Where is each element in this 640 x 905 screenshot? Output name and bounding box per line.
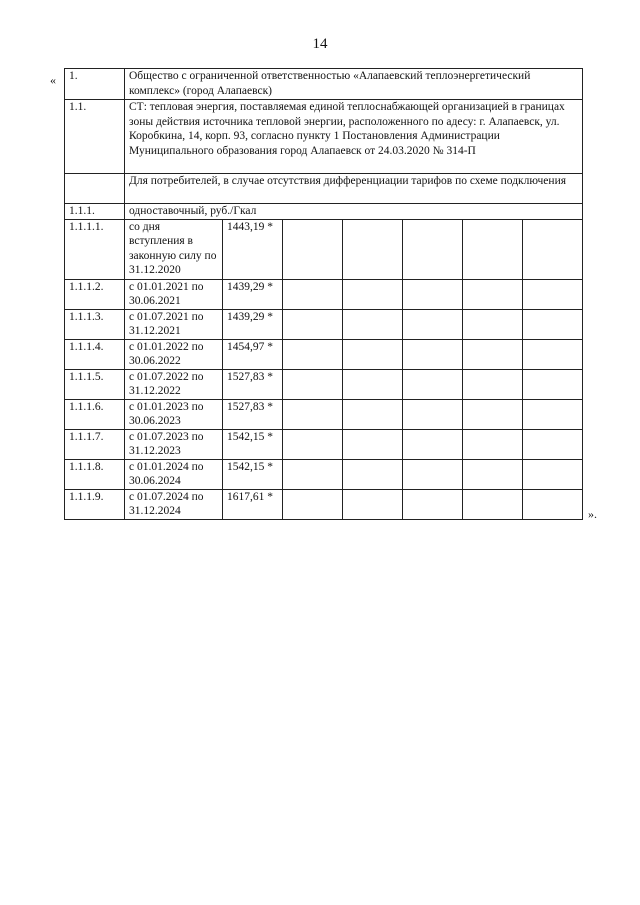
empty-cell (403, 369, 463, 399)
empty-cell (343, 489, 403, 519)
empty-cell (403, 219, 463, 279)
consumers-row (65, 174, 583, 204)
heat-energy-code: 1.1. (65, 100, 125, 174)
rate-type-row (65, 204, 583, 220)
empty-cell (463, 369, 523, 399)
tariff-period-row (65, 399, 583, 429)
empty-cell (523, 429, 583, 459)
empty-cell (343, 369, 403, 399)
empty-cell (523, 309, 583, 339)
tariff-period-dates: с 01.01.2021 по 30.06.2021 (125, 279, 223, 309)
empty-cell (463, 339, 523, 369)
empty-cell (343, 339, 403, 369)
empty-cell (403, 279, 463, 309)
empty-cell (283, 489, 343, 519)
empty-cell (283, 309, 343, 339)
tariff-value: 1454,97 * (223, 339, 283, 369)
empty-cell (403, 459, 463, 489)
empty-cell (283, 429, 343, 459)
empty-cell (463, 279, 523, 309)
empty-cell (283, 459, 343, 489)
tariff-period-code: 1.1.1.4. (65, 339, 125, 369)
page-number: 14 (312, 36, 328, 52)
tariff-period-code: 1.1.1.7. (65, 429, 125, 459)
tariff-period-row (65, 339, 583, 369)
tariff-period-row (65, 309, 583, 339)
tariff-period-code: 1.1.1.1. (65, 219, 125, 279)
empty-cell (463, 429, 523, 459)
organization-row (65, 69, 583, 100)
consumers-code-empty (65, 174, 125, 204)
empty-cell (343, 219, 403, 279)
tariff-period-dates: с 01.07.2022 по 31.12.2022 (125, 369, 223, 399)
tariff-period-code: 1.1.1.6. (65, 399, 125, 429)
tariff-period-code: 1.1.1.5. (65, 369, 125, 399)
tariff-period-dates: с 01.01.2023 по 30.06.2023 (125, 399, 223, 429)
empty-cell (343, 309, 403, 339)
empty-cell (283, 279, 343, 309)
empty-cell (463, 219, 523, 279)
tariff-value: 1542,15 * (223, 459, 283, 489)
empty-cell (523, 339, 583, 369)
tariff-table (64, 68, 583, 520)
rate-type-code: 1.1.1. (65, 204, 125, 220)
tariff-value: 1542,15 * (223, 429, 283, 459)
heat-energy-description: СТ: тепловая энергия, поставляемая единой теплоснабжающей организацией в границах зоны действия источника тепловой энергии, расположенного по адесу: г. Алапаевск, ул. Коробкина, 14, корп. 93, согласно пункту 1 Постановления Администрации Муниципального образования город Алапаевск от 24.03.2020 № 314-П (125, 100, 583, 174)
empty-cell (283, 399, 343, 429)
tariff-period-dates: с 01.07.2021 по 31.12.2021 (125, 309, 223, 339)
empty-cell (523, 459, 583, 489)
heat-energy-row (65, 100, 583, 174)
tariff-value: 1439,29 * (223, 309, 283, 339)
tariff-period-code: 1.1.1.2. (65, 279, 125, 309)
empty-cell (463, 399, 523, 429)
empty-cell (343, 459, 403, 489)
empty-cell (403, 489, 463, 519)
tariff-period-dates: с 01.01.2024 по 30.06.2024 (125, 459, 223, 489)
tariff-table-body (65, 69, 583, 520)
empty-cell (463, 489, 523, 519)
tariff-period-row (65, 219, 583, 279)
empty-cell (283, 369, 343, 399)
tariff-period-row (65, 459, 583, 489)
empty-cell (403, 399, 463, 429)
closing-quote-mark: ». (588, 507, 597, 521)
tariff-value: 1527,83 * (223, 369, 283, 399)
tariff-period-dates: с 01.07.2024 по 31.12.2024 (125, 489, 223, 519)
empty-cell (523, 279, 583, 309)
tariff-period-row (65, 489, 583, 519)
tariff-period-dates: со дня вступления в законную силу по 31.12.2020 (125, 219, 223, 279)
opening-quote-mark: « (50, 73, 56, 87)
empty-cell (523, 369, 583, 399)
empty-cell (523, 489, 583, 519)
organization-code: 1. (65, 69, 125, 100)
rate-type-label: одноставочный, руб./Гкал (125, 204, 583, 220)
empty-cell (403, 339, 463, 369)
tariff-value: 1617,61 * (223, 489, 283, 519)
consumers-description: Для потребителей, в случае отсутствия дифференциации тарифов по схеме подключения (125, 174, 583, 204)
tariff-period-code: 1.1.1.8. (65, 459, 125, 489)
empty-cell (343, 399, 403, 429)
empty-cell (403, 429, 463, 459)
tariff-period-dates: с 01.07.2023 по 31.12.2023 (125, 429, 223, 459)
empty-cell (523, 219, 583, 279)
empty-cell (403, 309, 463, 339)
empty-cell (283, 219, 343, 279)
tariff-period-code: 1.1.1.9. (65, 489, 125, 519)
empty-cell (283, 339, 343, 369)
tariff-period-code: 1.1.1.3. (65, 309, 125, 339)
tariff-period-row (65, 429, 583, 459)
empty-cell (463, 459, 523, 489)
empty-cell (343, 279, 403, 309)
empty-cell (343, 429, 403, 459)
empty-cell (463, 309, 523, 339)
tariff-value: 1439,29 * (223, 279, 283, 309)
tariff-value: 1443,19 * (223, 219, 283, 279)
tariff-period-row (65, 369, 583, 399)
organization-name: Общество с ограниченной ответственностью «Алапаевский теплоэнергетический комплекс» (город Алапаевск) (125, 69, 583, 100)
tariff-period-dates: с 01.01.2022 по 30.06.2022 (125, 339, 223, 369)
tariff-period-row (65, 279, 583, 309)
empty-cell (523, 399, 583, 429)
tariff-value: 1527,83 * (223, 399, 283, 429)
